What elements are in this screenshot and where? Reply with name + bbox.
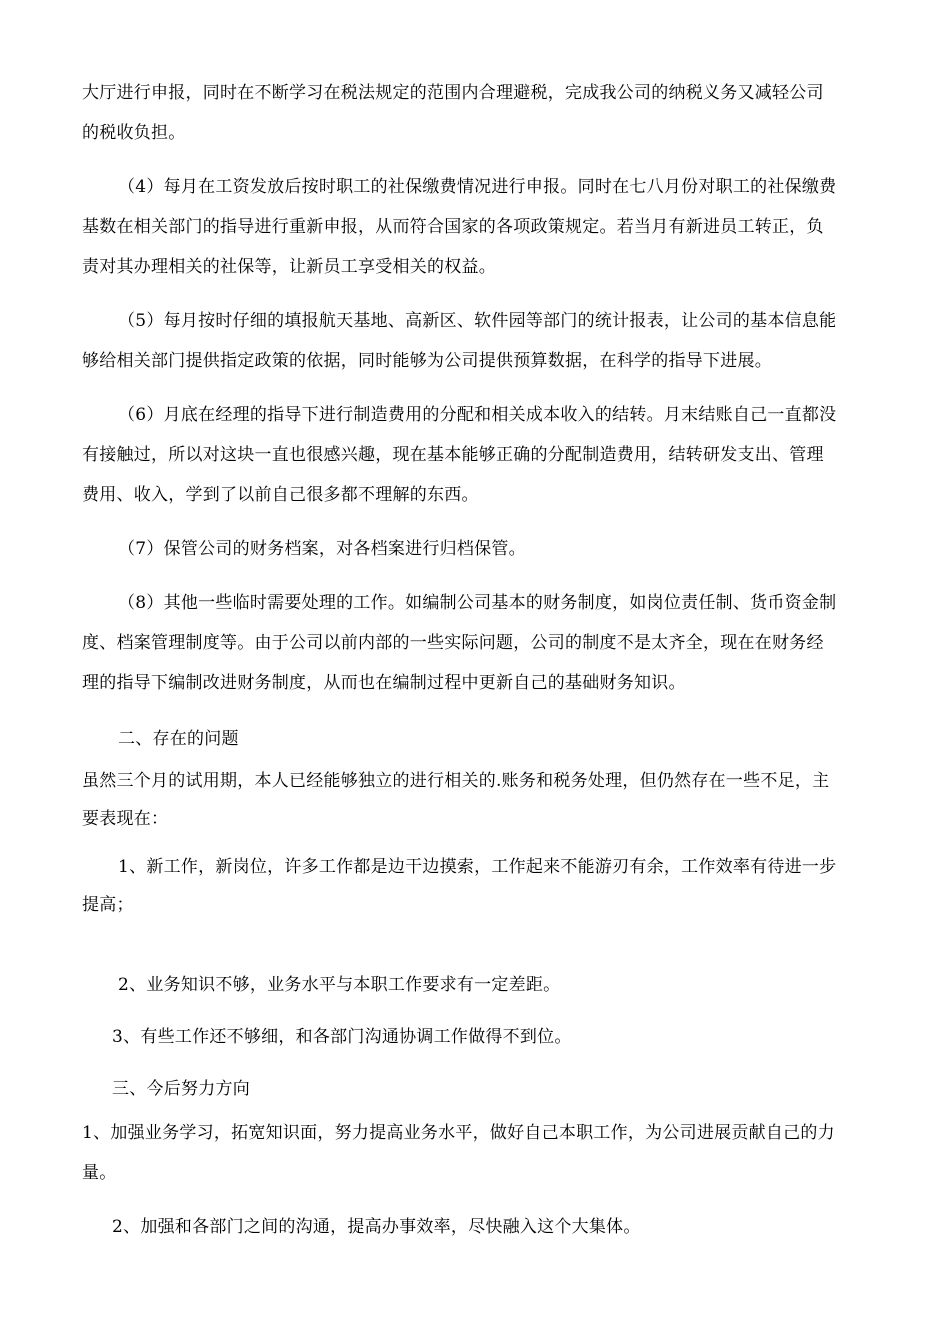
section-heading-direction: 三、今后努力方向 — [112, 1079, 250, 1099]
text-line: 理的指导下编制改进财务制度，从而也在编制过程中更新自己的基础财务知识。 — [82, 673, 686, 693]
problem-item-3: 3、有些工作还不够细，和各部门沟通协调工作做得不到位。 — [112, 1027, 572, 1047]
text-line: 提高； — [82, 895, 134, 915]
problem-item-1: 1、新工作，新岗位，许多工作都是边干边摸索，工作起来不能游刃有余，工作效率有待进一步 — [118, 857, 837, 877]
text-line: 够给相关部门提供指定政策的依据，同时能够为公司提供预算数据，在科学的指导下进展。 — [82, 351, 772, 371]
paragraph-item-7: （7）保管公司的财务档案，对各档案进行归档保管。 — [118, 539, 526, 559]
text-line: 费用、收入，学到了以前自己很多都不理解的东西。 — [82, 485, 479, 505]
text-line: 基数在相关部门的指导进行重新申报，从而符合国家的各项政策规定。若当月有新进员工转正，负 — [82, 217, 824, 237]
direction-item-1: 1、加强业务学习，拓宽知识面，努力提高业务水平，做好自己本职工作，为公司进展贡献自己的力 — [82, 1123, 835, 1143]
paragraph-item-4: （4）每月在工资发放后按时职工的社保缴费情况进行申报。同时在七八月份对职工的社保缴费 — [118, 177, 837, 197]
text-line: 大厅进行申报，同时在不断学习在税法规定的范围内合理避税，完成我公司的纳税义务又减轻公司 — [82, 83, 824, 103]
text-line: 度、档案管理制度等。由于公司以前内部的一些实际问题，公司的制度不是太齐全，现在在财务经 — [82, 633, 824, 653]
section-heading-problems: 二、存在的问题 — [118, 729, 239, 749]
text-line: 的税收负担。 — [82, 123, 186, 143]
text-line: 责对其办理相关的社保等，让新员工享受相关的权益。 — [82, 257, 496, 277]
paragraph-item-5: （5）每月按时仔细的填报航天基地、高新区、软件园等部门的统计报表，让公司的基本信息能 — [118, 311, 837, 331]
paragraph-item-8: （8）其他一些临时需要处理的工作。如编制公司基本的财务制度，如岗位责任制、货币资金制 — [118, 593, 837, 613]
text-line: 虽然三个月的试用期，本人已经能够独立的进行相关的.账务和税务处理，但仍然存在一些不足，主 — [82, 771, 830, 791]
paragraph-item-6: （6）月底在经理的指导下进行制造费用的分配和相关成本收入的结转。月末结账自己一直都没 — [118, 405, 837, 425]
problem-item-2: 2、业务知识不够，业务水平与本职工作要求有一定差距。 — [118, 975, 561, 995]
text-line: 有接触过，所以对这块一直也很感兴趣，现在基本能够正确的分配制造费用，结转研发支出、管理 — [82, 445, 824, 465]
text-line: 要表现在： — [82, 809, 169, 829]
direction-item-2: 2、加强和各部门之间的沟通，提高办事效率，尽快融入这个大集体。 — [112, 1217, 641, 1237]
text-line: 量。 — [82, 1163, 117, 1183]
